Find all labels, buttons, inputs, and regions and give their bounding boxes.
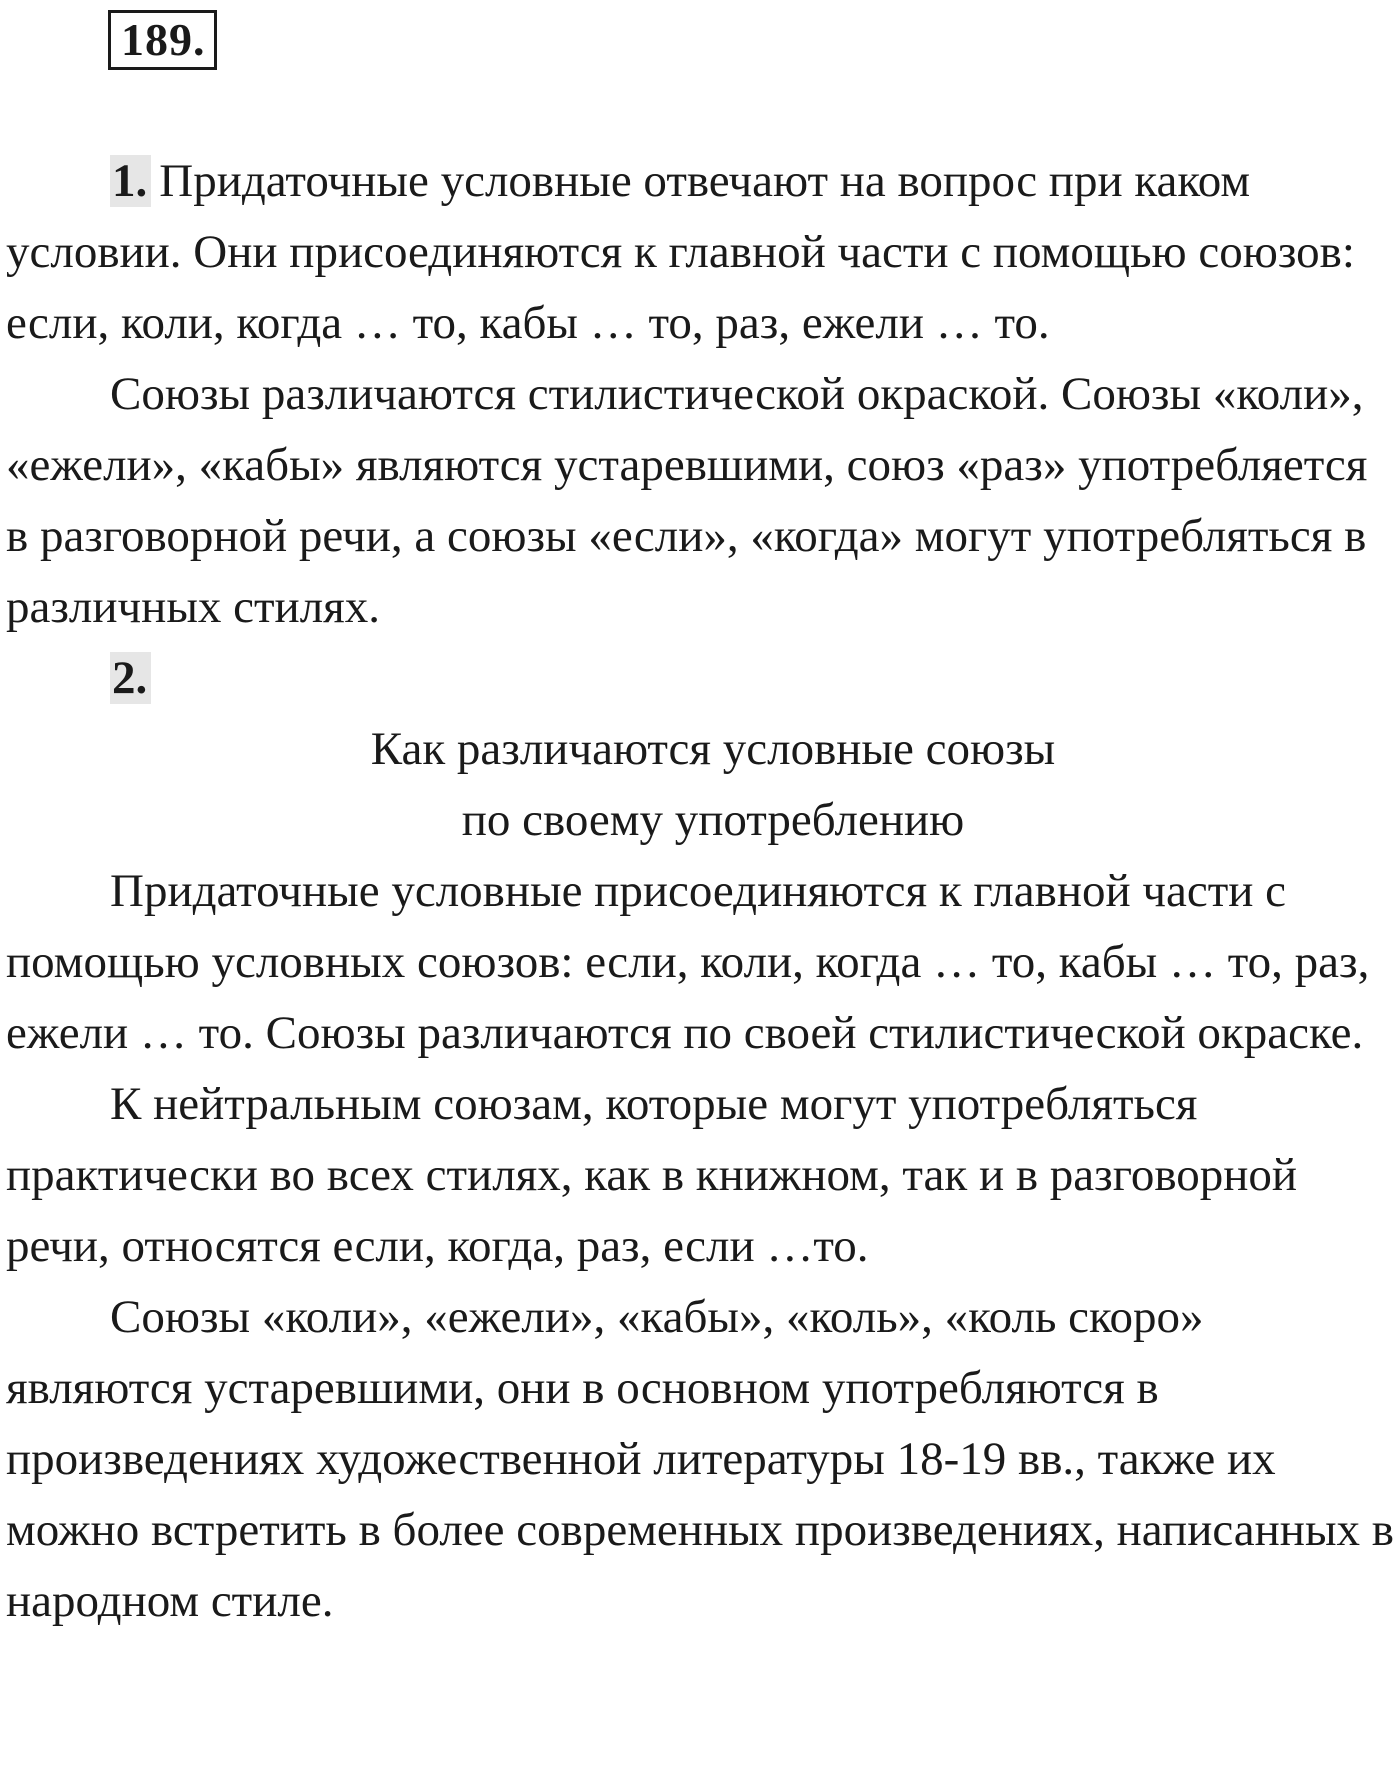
task2-marker [6,643,1400,714]
task1-paragraph-2: Союзы различаются стилистической окраской. Союзы «коли», «ежели», «кабы» являются устаревшими, союз «раз» употребляется в разговорной речи, а союзы «если», «когда» могут употребляться в различных стилях. [6,368,1368,633]
task2-heading [6,714,1400,856]
task2-heading-line-2: по своему употреблению [461,794,965,846]
task2-number: 2. [110,652,151,704]
task2-paragraph-2: К нейтральным союзам, которые могут употребляться практически во всех стилях, как в книжном, так и в разговорной речи, относятся если, когда, раз, если …то. [6,1078,1298,1272]
task2-heading-line-1: Как различаются условные союзы [370,723,1056,775]
task2-paragraph-3: Союзы «коли», «ежели», «кабы», «коль», «коль скоро» являются устаревшими, они в основном употребляются в произведениях художественной литературы 18-19 вв., также их можно встретить в более современных произведениях, написанных в народном стиле. [6,1291,1394,1627]
exercise-number: 189. [108,10,217,70]
task2-paragraph-1: Придаточные условные присоединяются к главной части с помощью условных союзов: если, коли, когда … то, кабы … то, раз, ежели … то. Союзы различаются по своей стилистической окраске. [6,865,1370,1059]
task1-paragraph-1 [6,146,1400,359]
task1-number: 1. [110,155,151,207]
answer-text [6,146,1400,1637]
task1-paragraph-1-text: Придаточные условные отвечают на вопрос при каком условии. Они присоединяются к главной части с помощью союзов: если, коли, когда … то, кабы … то, раз, ежели … то. [6,155,1355,349]
